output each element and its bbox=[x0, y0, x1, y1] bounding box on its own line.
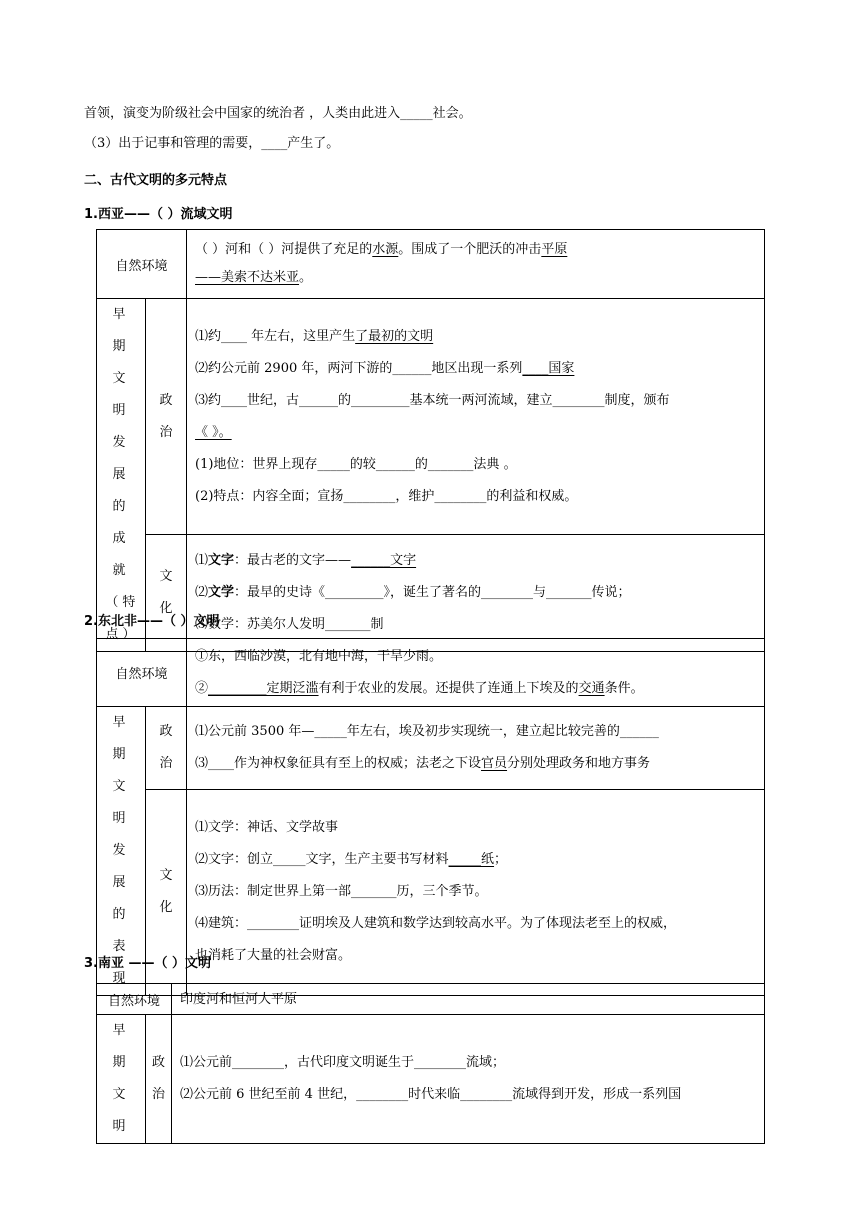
west-asia-env-text-2: 。围成了一个肥沃的冲击 bbox=[398, 242, 542, 257]
ne-africa-c3: ⑶历法：制定世界上第一部_______历，三个季节。 bbox=[195, 884, 488, 900]
west-asia-politics-cell bbox=[187, 299, 765, 535]
ne-africa-env-1: ①东，西临沙漠，北有地中海，干旱少雨。 bbox=[195, 648, 443, 664]
south-asia-politics-label: 政治 bbox=[151, 1055, 165, 1102]
ne-africa-early-label: 早期文明发展的表现 bbox=[112, 715, 130, 986]
west-asia-p2-text: ⑵约公元前 2900 年，两河下游的______地区出现一系列 bbox=[195, 360, 523, 376]
west-asia-c1-bold: 文字 bbox=[208, 553, 235, 569]
west-asia-env-plain: 平原 bbox=[541, 242, 568, 257]
ne-africa-env-2-text: 有利于农业的发展。还提供了连通上下埃及的 bbox=[318, 680, 579, 696]
west-asia-table bbox=[96, 229, 765, 652]
south-asia-early-label-cell bbox=[97, 1015, 146, 1144]
west-asia-env-mesopotamia: ——美索不达米亚 bbox=[195, 270, 300, 285]
ne-africa-table bbox=[96, 638, 765, 996]
west-asia-p1-text: ⑴约____ 年左右，这里产生 bbox=[195, 328, 356, 344]
intro-line-1: 首领，演变为阶级社会中国家的统治者 ，人类由此进入_____社会。 bbox=[84, 106, 472, 121]
south-asia-table bbox=[96, 983, 765, 1144]
ne-africa-p2-end: 分别处理政务和地方事务 bbox=[507, 755, 651, 771]
south-asia-p1: ⑴公元前________，古代印度文明诞生于________流域； bbox=[180, 1055, 506, 1070]
ne-africa-c5: 也消耗了大量的社会财富。 bbox=[195, 948, 352, 964]
west-asia-politics-label: 政治 bbox=[159, 392, 173, 440]
west-asia-c2-text: ：最早的史诗《_________》，诞生了著名的________与_______传说； bbox=[234, 585, 631, 601]
intro-line-2: （3）出于记事和管理的需要，____产生了。 bbox=[84, 136, 340, 151]
west-asia-env-label: 自然环境 bbox=[97, 230, 187, 299]
ne-africa-env-cell bbox=[187, 639, 765, 707]
west-asia-culture-label-cell bbox=[146, 535, 187, 652]
west-asia-c1-text: ：最古老的文字—— bbox=[234, 553, 352, 569]
ne-africa-env-2-u2: 交通 bbox=[578, 680, 605, 696]
south-asia-env: 印度河和恒河大平原 bbox=[180, 991, 298, 1007]
ne-africa-heading: 2.东北非——（ ）文明 bbox=[84, 614, 220, 629]
south-asia-p2: ⑵公元前 6 世纪至前 4 世纪，________时代来临________流域得到开发，形成一系列国 bbox=[180, 1087, 682, 1102]
south-asia-heading: 3.南亚 ——（ ）文明 bbox=[84, 956, 212, 971]
west-asia-politics-label-cell bbox=[146, 299, 187, 535]
ne-africa-env-2-u: _________定期泛滥 bbox=[208, 680, 319, 696]
west-asia-heading: 1.西亚——（ ）流域文明 bbox=[84, 207, 233, 222]
ne-africa-politics-cell bbox=[187, 707, 765, 790]
west-asia-env-text-1: （ ）河和（ ）河提供了充足的 bbox=[195, 242, 373, 257]
west-asia-c3: ⑶数学：苏美尔人发明_______制 bbox=[195, 617, 384, 633]
section-2-title: 二、古代文明的多元特点 bbox=[84, 173, 228, 188]
west-asia-early-label: 早期文明发展的成就（特点） bbox=[105, 307, 140, 642]
west-asia-c1-u: ______文字 bbox=[351, 553, 417, 569]
ne-africa-politics-label-cell bbox=[146, 707, 187, 790]
ne-africa-politics-label: 政治 bbox=[159, 723, 173, 771]
west-asia-c1-num: ⑴ bbox=[195, 553, 209, 569]
west-asia-p6: (2)特点：内容全面；宣扬________，维护________的利益和权威。 bbox=[195, 488, 578, 504]
ne-africa-p2-u: 官员 bbox=[481, 755, 508, 771]
south-asia-early-label: 早期文明 bbox=[112, 1023, 130, 1134]
ne-africa-env-label: 自然环境 bbox=[97, 639, 187, 707]
west-asia-early-label-cell bbox=[97, 299, 146, 652]
west-asia-c2-bold: 文学 bbox=[208, 585, 235, 601]
ne-africa-c2-text: ⑵文字：创立_____文字，生产主要书写材料 bbox=[195, 852, 449, 868]
west-asia-env-text-3: 。 bbox=[299, 270, 313, 285]
ne-africa-env-2-end: 条件。 bbox=[604, 680, 644, 696]
south-asia-politics-cell bbox=[172, 1015, 765, 1144]
west-asia-env-cell bbox=[187, 230, 765, 299]
west-asia-p3: ⑶约____世纪，古______的_________基本统一两河流域，建立________制度，颁布 bbox=[195, 392, 670, 408]
ne-africa-culture-label: 文化 bbox=[159, 868, 173, 916]
ne-africa-c2-u: _____纸 bbox=[448, 852, 495, 868]
south-asia-env-label: 自然环境 bbox=[97, 984, 172, 1015]
west-asia-c2-num: ⑵ bbox=[195, 585, 209, 601]
west-asia-culture-cell bbox=[187, 535, 765, 652]
ne-africa-culture-cell bbox=[187, 789, 765, 995]
west-asia-p2-u: ____国家 bbox=[522, 360, 575, 376]
ne-africa-p1: ⑴公元前 3500 年—_____年左右，埃及初步实现统一，建立起比较完善的______ bbox=[195, 723, 659, 739]
ne-africa-c4: ⑷建筑：________证明埃及人建筑和数学达到较高水平。为了体现法老至上的权威， bbox=[195, 916, 677, 932]
south-asia-politics-label-cell bbox=[146, 1015, 172, 1144]
west-asia-p4: 《 》。 bbox=[195, 424, 232, 440]
south-asia-env-cell bbox=[172, 984, 765, 1015]
ne-africa-env-2-num: ② bbox=[195, 680, 209, 696]
west-asia-p5: (1)地位：世界上现存_____的较______的_______法典 。 bbox=[195, 456, 517, 472]
west-asia-culture-label: 文化 bbox=[159, 569, 173, 617]
ne-africa-c2-end: ； bbox=[494, 852, 508, 868]
ne-africa-early-label-cell bbox=[97, 707, 146, 996]
ne-africa-c1: ⑴文学：神话、文学故事 bbox=[195, 820, 339, 836]
west-asia-env-water: 水源 bbox=[372, 242, 399, 257]
ne-africa-p2-text: ⑶____作为神权象征具有至上的权威；法老之下设 bbox=[195, 755, 482, 771]
west-asia-p1-u: 了最初的文明 bbox=[355, 328, 434, 344]
